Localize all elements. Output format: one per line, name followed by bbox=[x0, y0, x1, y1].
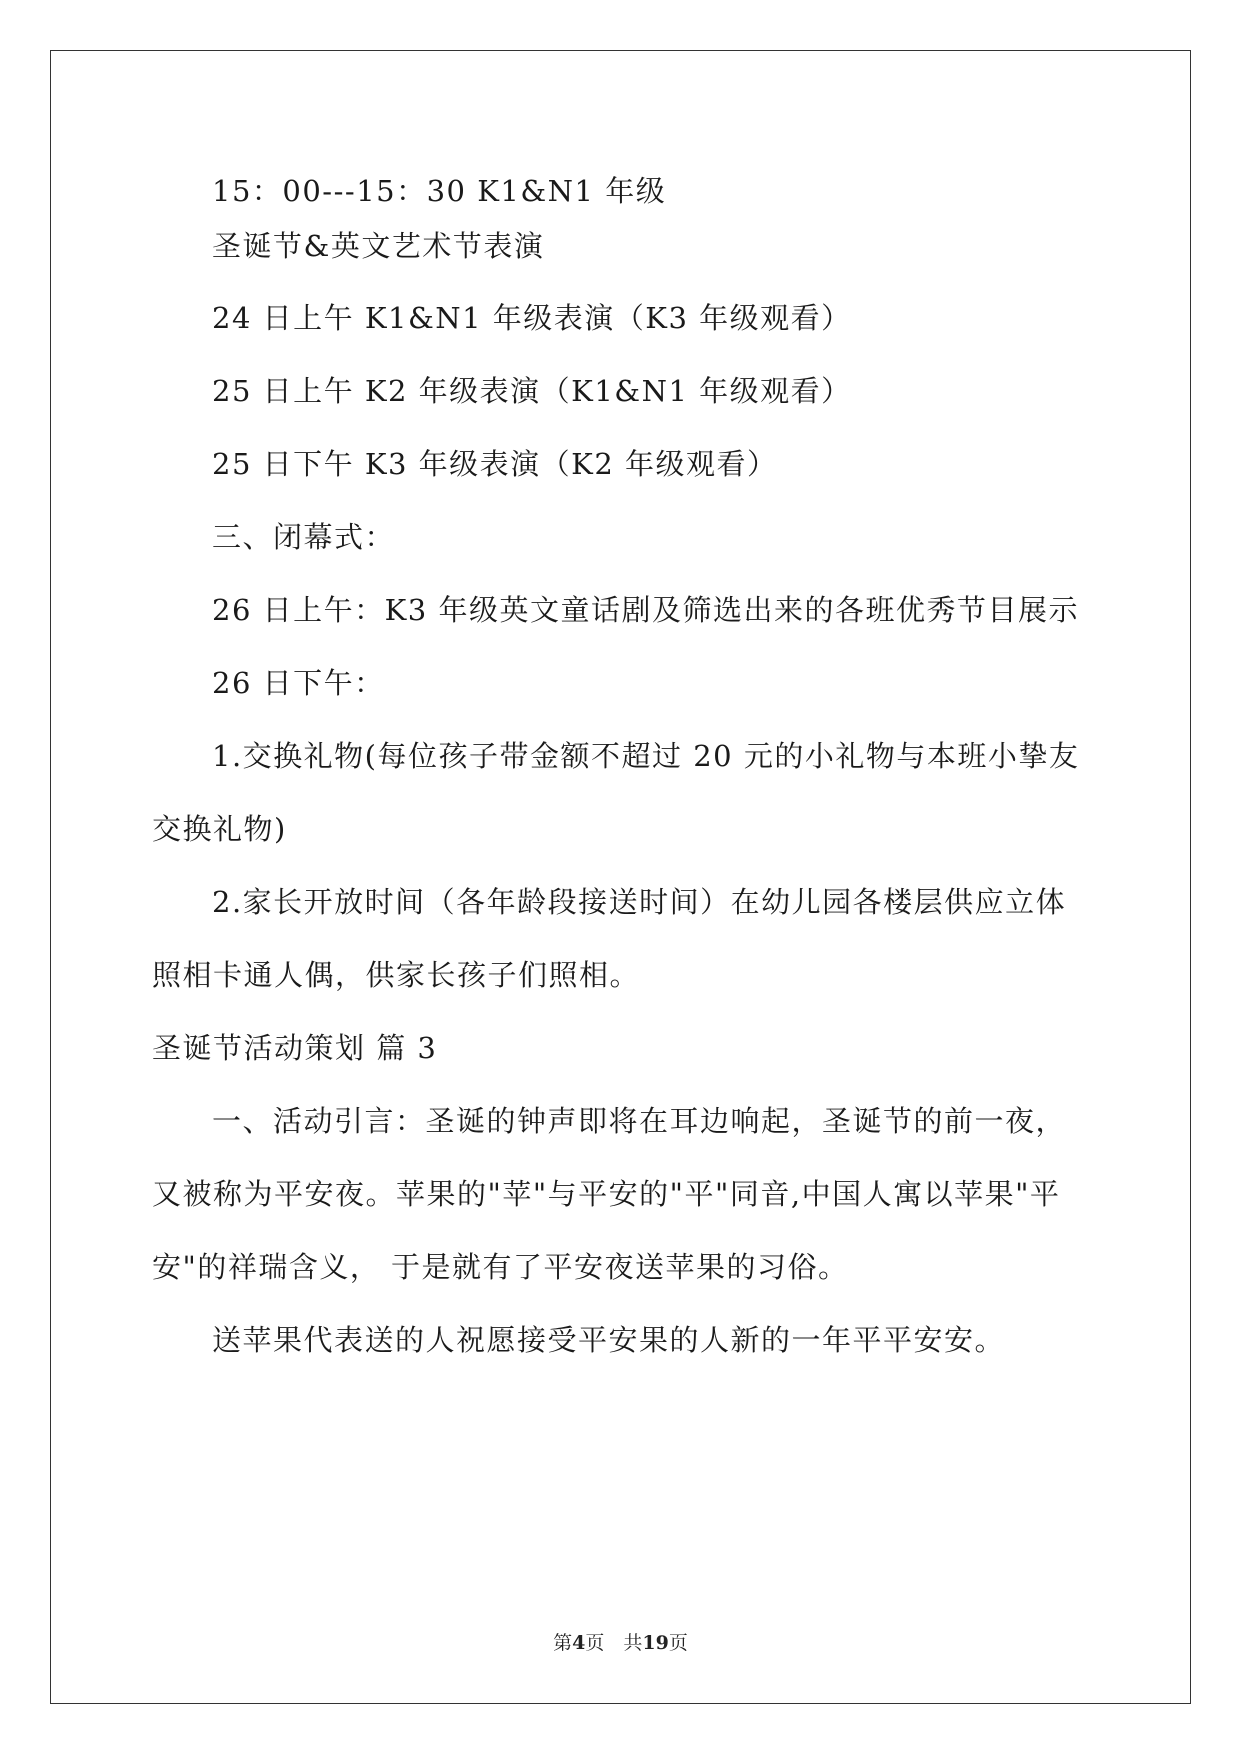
paragraph-line: 交换礼物) bbox=[152, 812, 287, 846]
paragraph-line: 安"的祥瑞含义， 于是就有了平安夜送苹果的习俗。 bbox=[152, 1250, 849, 1284]
footer-suffix: 页 bbox=[668, 1632, 688, 1654]
schedule-item: 25 日下午 K3 年级表演（K2 年级观看） bbox=[212, 447, 778, 481]
footer-page-number: 4 bbox=[572, 1632, 586, 1654]
schedule-item: 26 日下午： bbox=[212, 666, 385, 700]
page-footer bbox=[0, 1628, 1241, 1655]
paragraph-line: 送苹果代表送的人祝愿接受平安果的人新的一年平平安安。 bbox=[212, 1323, 1006, 1357]
paragraph-line: 照相卡通人偶，供家长孩子们照相。 bbox=[152, 958, 641, 992]
section-heading-closing: 三、闭幕式： bbox=[212, 520, 396, 554]
paragraph-line: 又被称为平安夜。苹果的"苹"与平安的"平"同音,中国人寓以苹果"平 bbox=[152, 1177, 1061, 1211]
paragraph-line: 一、活动引言：圣诞的钟声即将在耳边响起，圣诞节的前一夜， bbox=[212, 1104, 1067, 1138]
footer-middle: 页 共 bbox=[585, 1632, 643, 1654]
paragraph-line: 1.交换礼物(每位孩子带金额不超过 20 元的小礼物与本班小挚友 bbox=[212, 739, 1080, 773]
footer-total-pages: 19 bbox=[642, 1632, 669, 1654]
schedule-item: 26 日上午：K3 年级英文童话剧及筛选出来的各班优秀节目展示 bbox=[212, 593, 1079, 627]
performance-heading: 圣诞节&英文艺术节表演 bbox=[212, 229, 545, 263]
schedule-item: 24 日上午 K1&N1 年级表演（K3 年级观看） bbox=[212, 301, 852, 335]
footer-prefix: 第 bbox=[553, 1632, 573, 1654]
article-heading: 圣诞节活动策划 篇 3 bbox=[152, 1031, 438, 1065]
schedule-time-line: 15：00---15：30 K1&N1 年级 bbox=[212, 174, 667, 208]
schedule-item: 25 日上午 K2 年级表演（K1&N1 年级观看） bbox=[212, 374, 852, 408]
paragraph-line: 2.家长开放时间（各年龄段接送时间）在幼儿园各楼层供应立体 bbox=[212, 885, 1067, 919]
